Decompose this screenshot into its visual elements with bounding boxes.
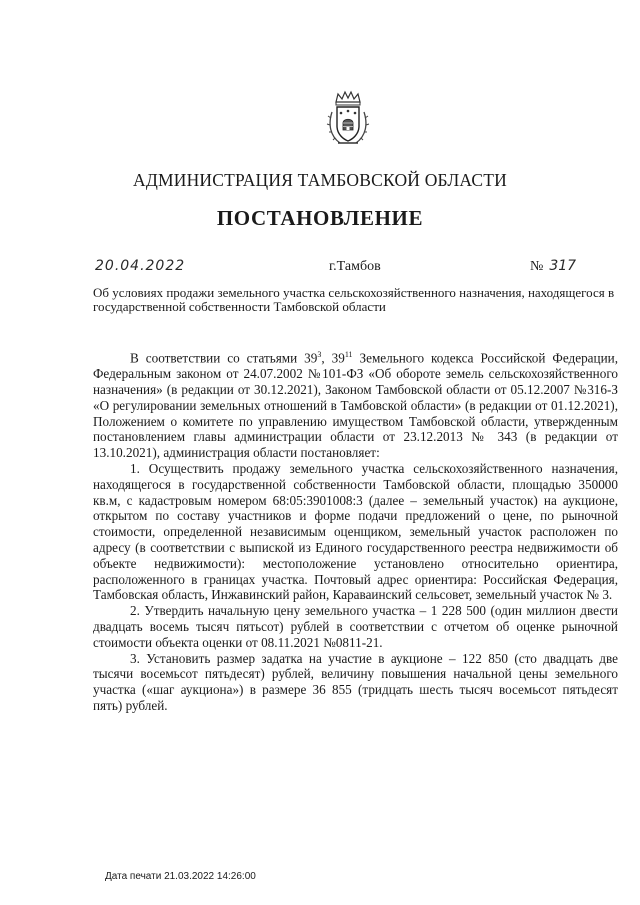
document-city: г.Тамбов [329, 259, 381, 274]
preamble-paragraph: В соответствии со статьями $39^3$, $39^{11}$ Земельного кодекса Российской Федерации, Федеральным законом от 24.07.2002 №101-ФЗ «Об обороте земель сельскохозяйственного назначения» (в редакции от 30.12.2021), Законом Тамбовской области от 05.12.2007 №316-З «О регулировании земельных отношений в Тамбовской области» (в редакции от 01.12.2021), Положением о комитете по управлению имуществом Тамбовской области, утвержденным постановлением главы администрации области от 23.12.2013 № 343 (в редакции от 13.10.2021), администрация области постановляет: [93, 350, 618, 461]
number-value: 317 [549, 258, 577, 274]
organization-title: АДМИНИСТРАЦИЯ ТАМБОВСКОЙ ОБЛАСТИ [133, 170, 507, 190]
document-number [530, 258, 576, 275]
item-paragraph-1: 1. Осуществить продажу земельного участка сельскохозяйственного назначения, находящегося в государственной собственности Тамбовской области, площадью 350000 кв.м, с кадастровым номером 68:05:3901008:3 (далее – земельный участок) на аукционе, открытом по составу участников и форме подачи предложений о цене, по рыночной стоимости, определенной независимым оценщиком, земельный участок расположен по адресу (в соответствии с выпиской из Единого государственного реестра недвижимости об объекте недвижимости): местоположение установлено относительно ориентира, расположенного в границах участка. Почтовый адрес ориентира: Российская Федерация, Тамбовская область, Инжавинский район, Караваинский сельсовет, земельный участок № 3. [93, 460, 618, 603]
document-body [93, 347, 618, 714]
item-paragraph-3: 3. Установить размер задатка на участие в аукционе – 122 850 (сто двадцать две тысячи восемьсот пятьдесят) рублей, величину повышения начальной цены земельного участка («шаг аукциона») в размере 36 855 (тридцать шесть тысяч восемьсот пятьдесят пять) рублей. [93, 650, 618, 713]
coat-of-arms-icon [326, 90, 370, 148]
document-subject: Об условиях продажи земельного участка сельскохозяйственного назначения, находящегося в государственной собственности Тамбовской области [93, 285, 615, 314]
document-type-heading: ПОСТАНОВЛЕНИЕ [216, 206, 424, 230]
item-paragraph-2: 2. Утвердить начальную цену земельного участка – 1 228 500 (один миллион двести двадцать восемь тысяч пятьсот) рублей в соответствии с отчетом об оценке рыночной стоимости объекта оценки от 08.11.2021 №0811-21. [93, 603, 618, 650]
print-date-footer: Дата печати 21.03.2022 14:26:00 [105, 871, 256, 882]
number-prefix: № [530, 259, 544, 274]
document-date: 20.04.2022 [95, 258, 186, 274]
